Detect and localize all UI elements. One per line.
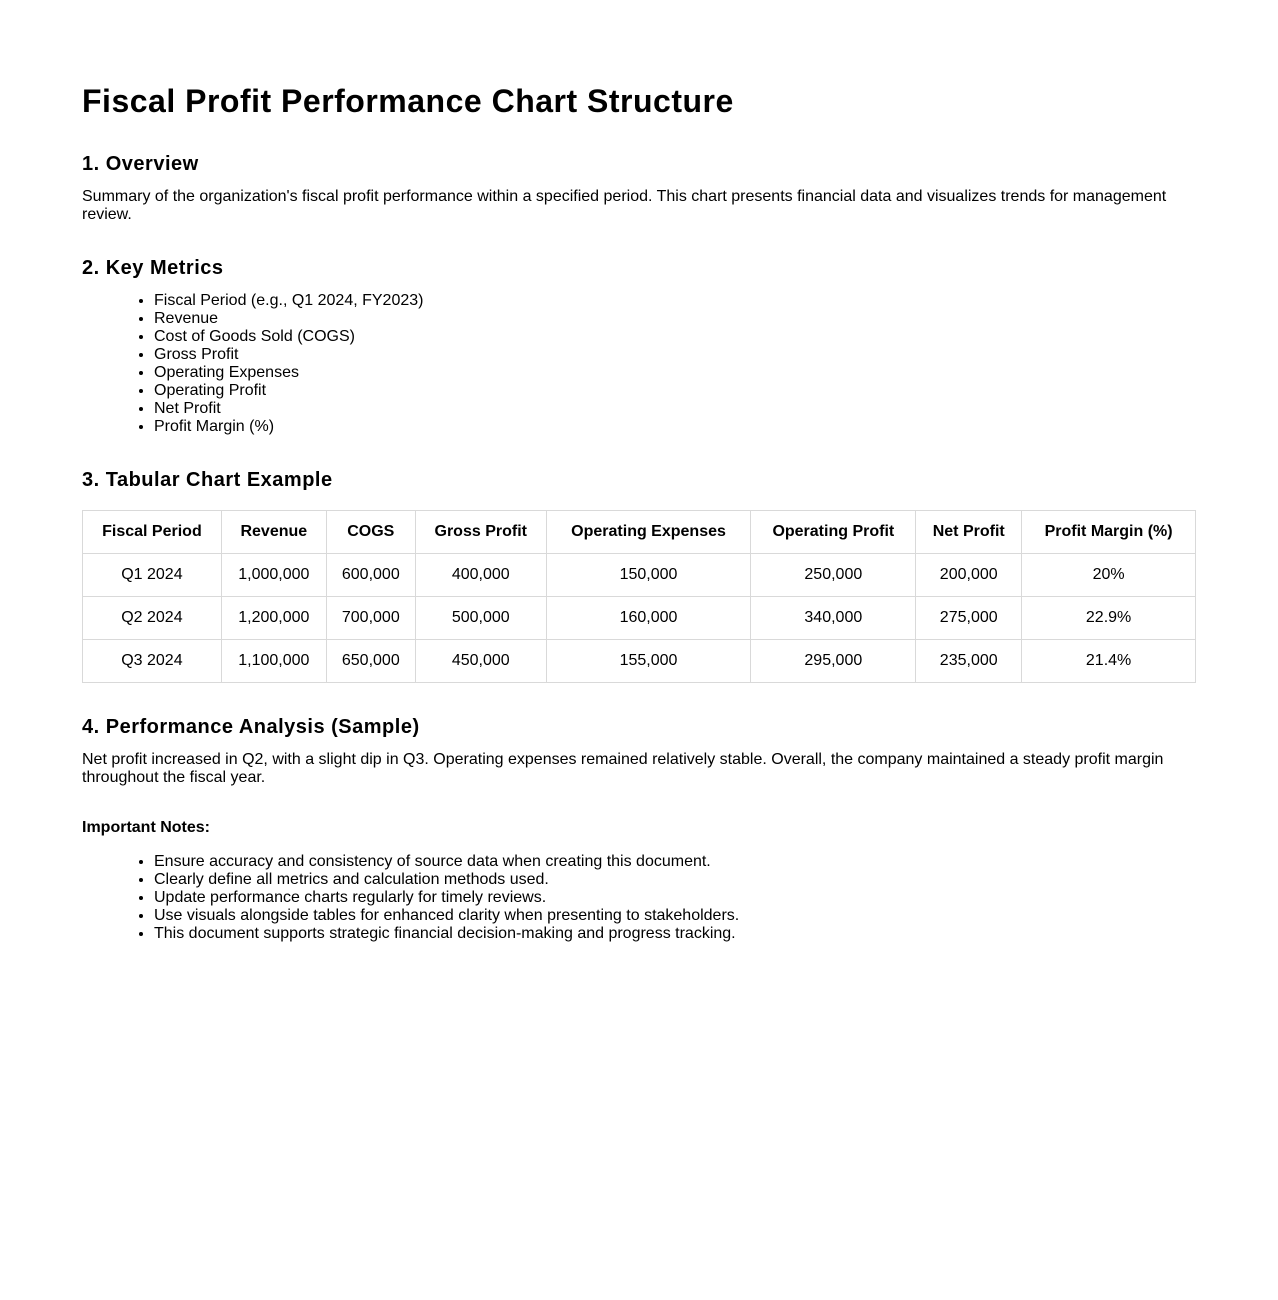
table-cell: 295,000 — [751, 640, 916, 683]
note-item: • Use visuals alongside tables for enhanced clarity when presenting to stakeholders. — [154, 907, 1196, 925]
notes-section — [82, 819, 1196, 943]
note-item: • Clearly define all metrics and calculation methods used. — [154, 871, 1196, 889]
table-cell: 1,000,000 — [221, 554, 326, 597]
table-cell: 340,000 — [751, 597, 916, 640]
table-cell: 155,000 — [546, 640, 751, 683]
metric-item: • Cost of Goods Sold (COGS) — [154, 328, 1196, 346]
analysis-text: Net profit increased in Q2, with a slight dip in Q3. Operating expenses remained relatively stable. Overall, the company maintained a steady profit margin throughout the fiscal year. — [82, 751, 1164, 786]
overview-text: Summary of the organization's fiscal profit performance within a specified period. This chart presents financial data and visualizes trends for management review. — [82, 188, 1167, 223]
table-cell: Q1 2024 — [83, 554, 222, 597]
table-cell: 235,000 — [916, 640, 1022, 683]
table-cell: 160,000 — [546, 597, 751, 640]
table-row — [83, 554, 1196, 597]
metric-item: • Operating Expenses — [154, 364, 1196, 382]
key-metrics-section — [82, 256, 1196, 436]
column-header: Operating Expenses — [546, 511, 751, 554]
column-header: COGS — [326, 511, 415, 554]
table-cell: 275,000 — [916, 597, 1022, 640]
metric-item: • Profit Margin (%) — [154, 418, 1196, 436]
table-cell: 450,000 — [415, 640, 546, 683]
table-cell: 1,200,000 — [221, 597, 326, 640]
table-cell: 150,000 — [546, 554, 751, 597]
metric-item: • Net Profit — [154, 400, 1196, 418]
key-metrics-list — [82, 292, 1196, 436]
note-item: • This document supports strategic financial decision-making and progress tracking. — [154, 925, 1196, 943]
overview-heading: 1. Overview — [82, 153, 199, 175]
table-cell: Q3 2024 — [83, 640, 222, 683]
column-header: Revenue — [221, 511, 326, 554]
table-cell: 500,000 — [415, 597, 546, 640]
table-heading: 3. Tabular Chart Example — [82, 469, 333, 491]
metric-item: • Gross Profit — [154, 346, 1196, 364]
overview-section — [82, 152, 1196, 224]
metric-item: • Revenue — [154, 310, 1196, 328]
analysis-heading: 4. Performance Analysis (Sample) — [82, 716, 420, 738]
profit-table — [82, 510, 1196, 683]
note-item: • Update performance charts regularly for timely reviews. — [154, 889, 1196, 907]
table-cell: 650,000 — [326, 640, 415, 683]
table-cell: Q2 2024 — [83, 597, 222, 640]
table-cell: 1,100,000 — [221, 640, 326, 683]
table-cell: 400,000 — [415, 554, 546, 597]
metric-item: • Operating Profit — [154, 382, 1196, 400]
notes-list — [82, 853, 1196, 943]
table-cell: 200,000 — [916, 554, 1022, 597]
analysis-section — [82, 715, 1196, 787]
table-row — [83, 597, 1196, 640]
table-header-row — [83, 511, 1196, 554]
column-header: Gross Profit — [415, 511, 546, 554]
notes-title: Important Notes: — [82, 819, 210, 836]
table-cell: 600,000 — [326, 554, 415, 597]
table-cell: 21.4% — [1022, 640, 1196, 683]
table-cell: 20% — [1022, 554, 1196, 597]
table-cell: 22.9% — [1022, 597, 1196, 640]
column-header: Net Profit — [916, 511, 1022, 554]
table-cell: 250,000 — [751, 554, 916, 597]
table-section — [82, 468, 1196, 683]
column-header: Profit Margin (%) — [1022, 511, 1196, 554]
key-metrics-heading: 2. Key Metrics — [82, 257, 224, 279]
table-cell: 700,000 — [326, 597, 415, 640]
column-header: Operating Profit — [751, 511, 916, 554]
column-header: Fiscal Period — [83, 511, 222, 554]
table-row — [83, 640, 1196, 683]
metric-item: • Fiscal Period (e.g., Q1 2024, FY2023) — [154, 292, 1196, 310]
page-title: Fiscal Profit Performance Chart Structure — [82, 83, 734, 119]
note-item: • Ensure accuracy and consistency of source data when creating this document. — [154, 853, 1196, 871]
